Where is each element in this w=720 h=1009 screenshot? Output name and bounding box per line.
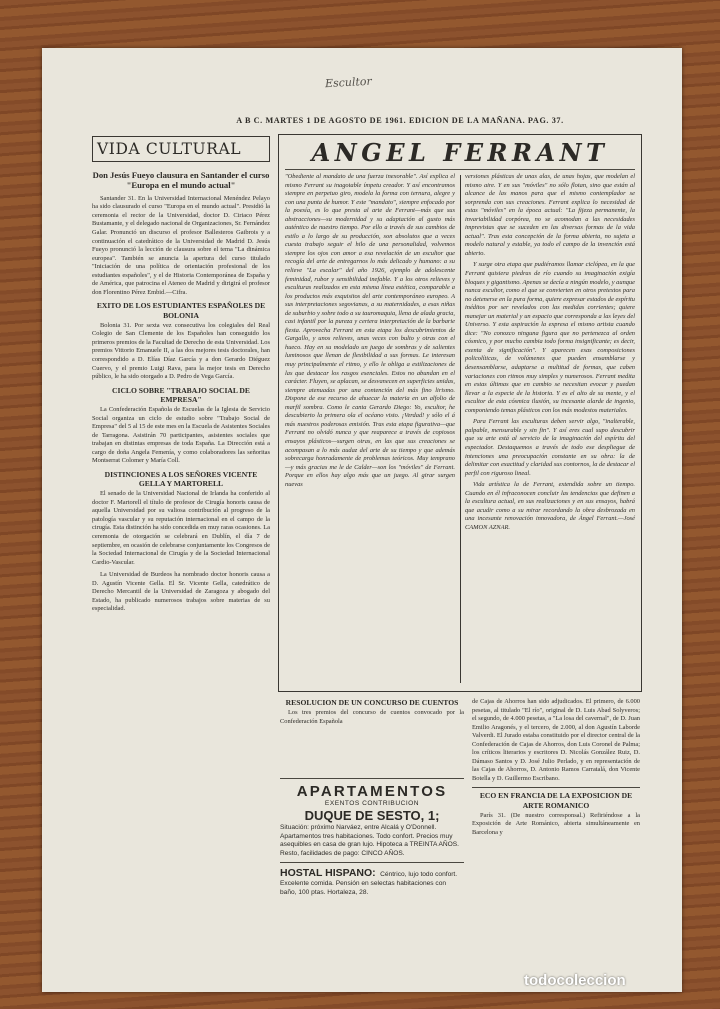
body-eco-francia: París 31. (De nuestro corresponsal.) Refiriéndose a la Exposición de Arte Románico, abierta simultáneamente en Barcelona y [472, 811, 640, 836]
headline-concurso-cuentos: RESOLUCION DE UN CONCURSO DE CUENTOS [285, 698, 459, 707]
left-column [92, 132, 270, 614]
handwritten-note: Escultor [324, 74, 373, 91]
column-divider [460, 175, 461, 683]
section-title: VIDA CULTURAL [92, 136, 270, 162]
ad-hostal-tagline: Céntrico, lujo todo confort. [380, 871, 458, 878]
feature-title-rule [285, 169, 635, 170]
article-body-bolonia: Bolonia 31. Por sexta vez consecutiva los colegiales del Real Colegio de San Clemente de los Españoles han conseguido los primeros premios de la Facultad de Derecho de esta Universidad. Los premios Vittorio Emanuele II, a las dos mejores tesis doctorales, han correspondido a D. Elías Díaz García y a don Gerardo Diéguez Cuervo, y el premio Luigi Rava, para la mejor tesis en Derecho público, le ha sido otorgado a D. Pedro de Vega García. [92, 321, 270, 381]
ad-hostal-title: HOSTAL HISPANO: [280, 867, 376, 879]
feature-text-col1: "Obediente al mandato de una fuerza inexorable". Así explica el mismo Ferrant su inagotable ímpetu creador. Y así encontramos siempre en perpetuo giro, modela la forma con ternura, alegre y con una punta de humor. Y este "mandato", siempre enfocado por la poesía, es lo que presta al arte de Ferrant—más que sus abstracciones—su modernidad y su adaptación al gusto más auténtico de nuestro tiempo. Por ello a través de sus cambios de estilo a lo largo de su producción, son absolutos que a veces cuesta trabajo seguir el hilo de una personalidad, volvemos siempre los ojos con amor a esa revelación de un escultor que recogía del arte de entregarnos lo más delicado y humano: a su relieve "La escalar" del año 1926, ejemplo de adolescente feminidad, rubor y sensibilidad inefable. Y a los otros relieves y esculturas realizados en esta misma línea estética, comparable a los productos más exquisitos del arte contemporáneo europeo. A sus interpretaciones segovianas, a su maternidades, a esas niñas de suburbio y sobre todo a su tauromaquia, llena de alada gracia, casi infantil por la pureza y certera interpretación de la barbarie fiesta. Aprovecha Ferrant en esta etapa los descubrimientos de Gargallo, y unos relieves, unas veces con bulto y otras con el hueco. Hay en su modelado un juego de sombras y de salientes luminosos que llenan de flexibilidad a sus formas. Le interesan muy principalmente el ritmo, y ello le obliga a estilizaciones de las que destacar los rasgos esenciales. Estos no abundan en el carácter. Fluyen, se aplacan, se desvanecen en superficies unidas, siempre atenuadas por una contención del más fino lirismo. Dispone de ese recurso de ahuecar la materia en un alfolio de marfil sombra. Como le canta Gerardo Diego: Yo, escultor, he descubierto la primera ola el océano visto. ¡Verdad! y sólo el á más nuestros poderosas emisión. Tras esta etapa figurativa—que Ferrant no olvidó nunca y que reaparece a través de copiosos ensayos plásticos—surgen otras, en las que sus creaciones se acompasan a lo más audaz del arte de su tiempo y que además sobrecarga honradamente de problemas teóricos. Muy temprano—y más gracias me le de Calder—son los "móviles" de Ferrant. Porque en ellos hay algo más que un juego. Al girar surgen nuevas [285, 173, 455, 488]
article-body-ciclo: La Confederación Española de Escuelas de la Iglesia de Servicio Social organiza un ciclo de estudio sobre "Trabajo Social de Empresa" del 5 al 15 de este mes en la Escuela de Asistentes Sociales de Tarragona. Asistirán 70 participantes, asistentes sociales que trabajan en distintas empresas de toda España. La Dirección está a cargo de doña Angela Femenía, y como colaboradores las señoritas Montserrat Colomer y María Coll. [92, 406, 270, 465]
feature-column-2 [465, 173, 635, 532]
ad-hostal-body: Excelente comida. Pensión en selectas habitaciones con baño, 100 ptas. Hortaleza, 28. [280, 880, 447, 896]
rule-before-eco [472, 787, 640, 788]
body-cajas-ahorros: de Cajas de Ahorros han sido adjudicados. El primero, de 6.000 pesetas, al titulado "El río", original de D. Luis Abad Solyveros; el segundo, de 4.000 pesetas, a "La losa del cavernal", de D. Juan Emilio Aragonés, y el tercero, de 2.000, al don Agustín Laborde Valverdi. El Jurado estaba constituido por el director central de la Confederación de Cajas de Ahorros, don Luis Coronel de Palma; los críticos literarios y escritores D. Nicolás González Ruiz, D. Dámaso Santos y D. José Julio Perlado, y en representación de las Cajas de Ahorros, D. Antonio Ramos Carratalá, don Vicente Botella y D. Guillermo Escribano. [472, 698, 640, 782]
ad-rule-middle [280, 862, 464, 863]
article-headline-distinciones: DISTINCIONES A LOS SEÑORES VICENTE GELLA Y MARTORELL [104, 469, 258, 489]
article-body-fueyo: Santander 31. En la Universidad Internacional Menéndez Pelayo ha sido clausurado el curso "Europa en el mundo actual". Presidió la ceremonia el rector de la Universidad, doctor D. Ciriaco Pérez Bustamante, y el delegado nacional de Organizaciones, Sr. Fernández Galar. Pronunció un discurso el profesor Ballesteros Gaibrois y a continuación el catedrático de la Universidad de Madrid D. Jesús Fueyo pronunció la lección de clausura sobre el tema "La dinámica europea". También se anuncia la apertura del curso titulado "Iniciación de una política de orientación profesional de los estudiantes españoles", y el de Historia Contemporánea de España y de América, que patrocina el Ateneo de Madrid y dirigirá el profesor don Florentino Pérez Embid.—Cifra. [92, 194, 270, 296]
feature-column-1 [285, 173, 455, 489]
newspaper-page [42, 48, 682, 992]
ad-rule-top [280, 778, 464, 779]
feature-text-col2b: Y surge otra etapa que pudiéramos llamar ciclópea, en la que Ferrant quisiera piedras de río cuando su imaginación exigía bloques y gigantismo. Apenas se decía a ningún modelo, y aunque nunca escultor, como el que se convierten en otros pretextos para no detenerse en la pura forma, quiere expresar estados de espíritu inéditos por ser revelados con las medidas corrientes; quiere manejar un material y un espacio que corresponda a las leyes del Universo. Y esta aspiración la expresa el mismo artista cuando dice: "No conozco ninguna figura que no pertenezca al orden cósmico, y por mucho cambia todo forma insignificante; es decir, exenta de significación". Y aparecen esas composiciones policolíticas, de volúmenes que pueden ensamblarse y desensamblarse, adaptarse a multitud de formas, que caben variaciones con ritmos muy simples y numerosos. Ferrant medita en estas últimas que en cambio se necesitan evocar y puedan llevar a la especie de la historia. Y es el alto de su mente, y el escultor de esta cósmica ilusión, su incesante alarde de ingenio, componiendo temas plásticos con los más modestos materiales. [465, 261, 635, 414]
ad-apartamentos-address: DUQUE DE SESTO, 1; [304, 808, 440, 823]
ad-apartamentos-subtitle: EXENTOS CONTRIBUCION [324, 800, 420, 807]
bottom-right-column [472, 698, 640, 838]
article-headline-ciclo: CICLO SOBRE "TRABAJO SOCIAL DE EMPRESA" [112, 385, 250, 404]
article-body-distinciones: El senado de la Universidad Nacional de Irlanda ha conferido al doctor F. Martorell el título de profesor de Cirugía honoris causa de aquella Universidad por su valiosa contribución al progreso de la patología vascular y su reputación internacional en el campo de la cirugía. Esta distinción ha sido concedida en muy raras ocasiones. La ceremonia de otorgación se celebrará en Dublín, el día 7 de septiembre, en ocasión de celebrarse conjuntamente los Congresos de la Sociedad Internacional de Cirugía y de la Sociedad Internacional Cardio-Vascular. [92, 490, 270, 566]
article-body-gella: La Universidad de Burdeos ha nombrado doctor honoris causa a D. Agustín Vicente Gella. El Sr. Vicente Gella, catedrático de Derecho Mercantil de la Universidad de Zaragoza y abogado del Estado, ha publicado numerosos trabajos sobre materias de su especialidad. [92, 571, 270, 613]
feature-text-col2a: versiones plásticas de unas alas, de unas hojas, que modelan el mismo aire. Y en sus "móviles" no sólo flotan, sino que están al alcance de las manos para que el mismo contemplador se sorprenda con sus creaciones. Ferrant explica lo necesidad de estas "móviles" en la época actual: "La fijeza permanente, la invariabilidad corpórea, no se acomodan a las necesidades imprevistas que se suceden en las diversas formas de la vida actual". Tras esta concepción de la forma abierta, no sujeta a modelo natural y estable, ya todo el campo de la invención está abierto. [465, 173, 635, 257]
feature-text-col2c: Para Ferrant las esculturas deben servir algo, "inalterable, palpable, mensurable y sin fin". Y así eres cual supo descubrir que su arte está al servicio de la imaginación del espíritu del espectador. Destaquemos a través de todo ese despliegue de intenciones una preocupación constante en su obra: la de delimitar con exactitud y claridad sus contornos, la de destacar el perfil con riguroso lineal. [465, 418, 635, 477]
body-concurso-cuentos: Los tres premios del concurso de cuentos convocado por la Confederación Española [280, 709, 464, 725]
bottom-middle-column [280, 698, 464, 726]
page-header: A B C. MARTES 1 DE AGOSTO DE 1961. EDICION DE LA MAÑANA. PAG. 37. [236, 116, 564, 125]
feature-title: ANGEL FERRANT [311, 138, 609, 167]
watermark-logo: todocoleccion [524, 972, 626, 989]
ad-apartamentos [280, 778, 464, 897]
feature-box [278, 134, 642, 692]
article-headline-bolonia: EXITO DE LOS ESTUDIANTES ESPAÑOLES DE BOLONIA [96, 301, 266, 320]
ad-apartamentos-title: APARTAMENTOS [296, 783, 448, 800]
ad-apartamentos-body: Situación: próximo Narváez, entre Alcalá y O'Donnell. Apartamentos tres habitaciones. Todo confort. Precios muy asequibles en casa de gran lujo. Hipoteca a TREINTA AÑOS. Resto, facilidades de pago: CINCO AÑOS. [280, 824, 459, 857]
headline-eco-francia: ECO EN FRANCIA DE LA EXPOSICION DE ARTE ROMANICO [479, 791, 633, 810]
feature-text-col2d: Vida artística la de Ferrant, extendida sobre un tiempo. Cuando en él infraconocen concluir las tendencias que definen a la escultura actual, en sus realizaciones y en sus ensayos, habrá que acudir como a su mirar recordando la obra desbrozada en una incesante renovación innovadora, de Ángel Ferrant.—José CAMON AZNAR. [465, 481, 635, 531]
article-headline-fueyo: Don Jesús Fueyo clausura en Santander el curso "Europa en el mundo actual" [92, 170, 270, 191]
